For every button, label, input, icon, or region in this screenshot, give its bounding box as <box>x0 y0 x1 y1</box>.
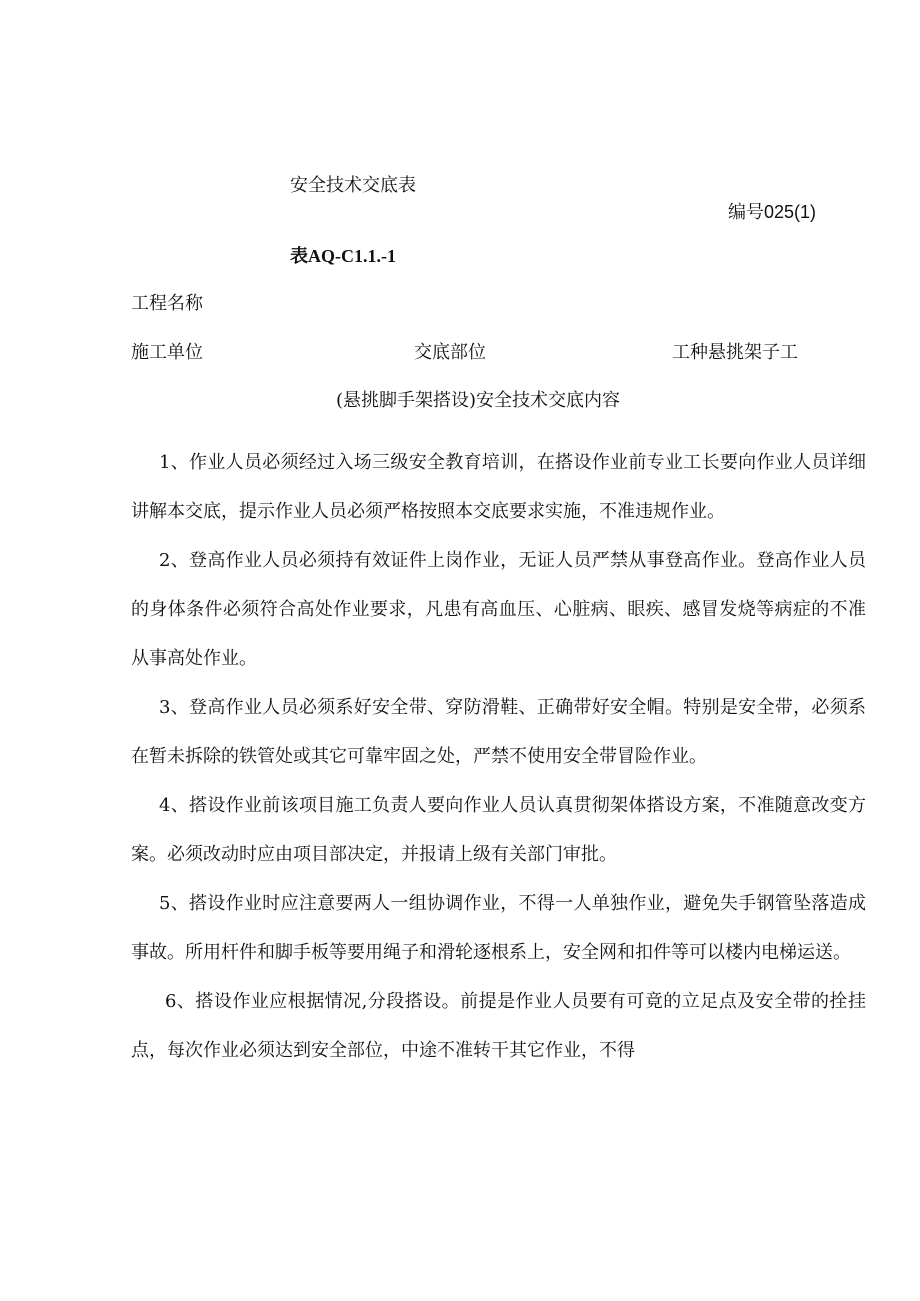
paragraph-6: 6、搭设作业应根据情况,分段搭设。前提是作业人员要有可竟的立足点及安全带的拴挂点，每次作业必须达到安全部位，中途不准转干其它作业，不得 <box>131 991 866 1061</box>
paragraph-5: 5、搭设作业时应注意要两人一组协调作业，不得一人单独作业，避免失手钢管坠落造成事故。所用杆件和脚手板等要用绳子和滑轮逐根系上，安全网和扣件等可以楼内电梯运送。 <box>131 893 866 963</box>
construction-unit-label: 施工单位 <box>131 342 203 363</box>
work-type: 工种悬挑架子工 <box>672 342 798 363</box>
document-number: 编号025(1) <box>728 202 817 222</box>
paragraph-3: 3、登高作业人员必须系好安全带、穿防滑鞋、正确带好安全帽。特别是安全带，必须系在暂未拆除的铁管处或其它可靠牢固之处，严禁不使用安全带冒险作业。 <box>131 697 866 767</box>
paragraph-4: 4、搭设作业前该项目施工负责人要向作业人员认真贯彻架体搭设方案，不准随意改变方案。必须改动时应由项目部决定，并报请上级有关部门审批。 <box>131 795 866 865</box>
paragraph-2: 2、登高作业人员必须持有效证件上岗作业，无证人员严禁从事登高作业。登高作业人员的身体条件必须符合高处作业要求，凡患有高血压、心脏病、眼疾、感冒发烧等病症的不准从事高处作业。 <box>131 550 866 669</box>
document-title: 安全技术交底表 <box>290 175 416 196</box>
paragraph-1: 1、作业人员必须经过入场三级安全教育培训，在搭设作业前专业工长要向作业人员详细讲解本交底，提示作业人员必须严格按照本交底要求实施，不准违规作业。 <box>131 452 866 522</box>
handover-part-label: 交底部位 <box>414 342 486 363</box>
form-code: 表AQ-C1.1.-1 <box>290 246 396 266</box>
project-name-label: 工程名称 <box>131 293 203 314</box>
safety-content <box>131 438 866 1075</box>
section-heading: (悬挑脚手架搭设)安全技术交底内容 <box>336 390 621 411</box>
